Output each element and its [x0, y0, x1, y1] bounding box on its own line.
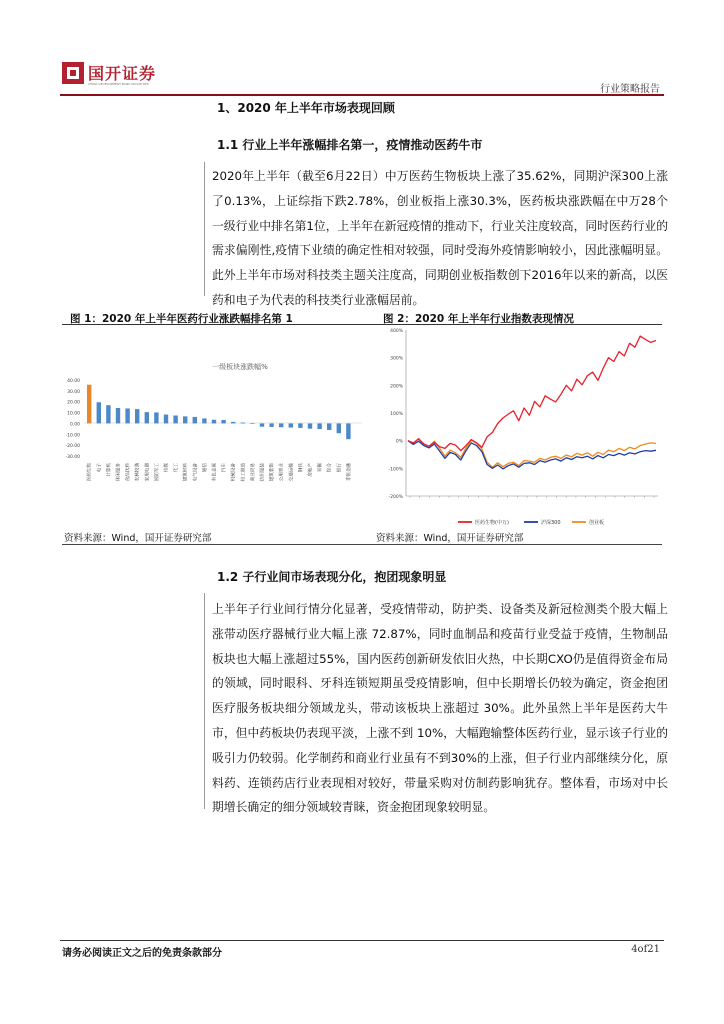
subsection-title-2: 1.2 子行业间市场表现分化，抱团现象明显	[217, 570, 447, 584]
line-series	[408, 441, 656, 469]
line-chart-y-tick: 400%	[390, 329, 403, 334]
bar-chart-x-label: 食品饮料	[126, 463, 132, 482]
paragraph-1: 2020年上半年（截至6月22日）中万医药生物板块上涨了35.62%，同期沪深300上涨了0.13%，上证综指下跌2.78%，创业板指上涨30.3%，医药板块涨跌幅在中万28个一级行业中排名第1位，上半年在新冠疫情的推动下，行业关注度较高，同时医药行业的需求偏刚性,疫情下业绩的确定性相对较强，同时受海外疫情影响较小，因此涨幅明显。此外上半年市场对科技类主题关注度高，同期创业板指数创下2016年以来的新高，以医药和电子为代表的科技类行业涨幅居前。	[212, 169, 668, 307]
bar-chart-y-tick: 20.00	[67, 400, 80, 406]
bar	[202, 418, 206, 423]
bar	[125, 408, 129, 423]
bar	[145, 412, 149, 423]
bar-chart-x-label: 钢铁	[298, 463, 304, 473]
bar-chart-x-label: 通信	[202, 463, 208, 473]
figure-2-caption: 图 2：2020 年上半年行业指数表现情况	[383, 313, 574, 325]
line-chart-y-tick: 300%	[390, 356, 403, 362]
bar-chart-y-tick: -20.00	[65, 444, 80, 450]
bar-chart-x-label: 综合	[327, 463, 333, 473]
bar	[231, 422, 235, 424]
bar	[346, 423, 350, 439]
logo-subtext: CHINA DEVELOPMENT BANK SECURITIES	[88, 82, 149, 86]
bar-chart-x-label: 建筑装饰	[270, 463, 276, 482]
bar-chart-x-label: 国防军工	[154, 463, 160, 482]
page-number: 4of21	[631, 944, 660, 955]
document-type: 行业策略报告	[600, 84, 660, 95]
section-title: 1、2020 年上半年市场表现回顾	[217, 101, 395, 115]
bar-chart-x-label: 交通运输	[289, 463, 295, 482]
bar	[106, 405, 110, 423]
bar-chart-x-label: 轻工制造	[241, 463, 247, 482]
line-series	[408, 336, 656, 451]
bar-chart-x-label: 银行	[337, 463, 343, 473]
line-chart	[376, 326, 666, 526]
figure-top-rule	[62, 324, 662, 325]
bar	[135, 409, 139, 423]
bar-chart-y-tick: -30.00	[65, 455, 80, 460]
logo-mark-icon	[62, 62, 84, 84]
bar-chart-x-label: 商业贸易	[250, 463, 256, 482]
paragraph-2: 上半年子行业间行情分化显著，受疫情带动，防护类、设备类及新冠检测类个股大幅上涨带动医疗器械行业大幅上涨 72.87%，同时血制品和疫苗行业受益于疫情，生物制品板块也大幅上涨超过55%，国内医药创新研发依旧火热，中长期CXO仍是值得资金布局的领域，同时眼科、牙科连锁短期虽受疫情影响，但中长期增长仍较为确定，资金抱团医疗服务板块细分领域龙头，带动该板块上涨超过 30%。此外虽然上半年是医药大牛市，但中药板块仍表现平淡，上涨不到 10%，大幅跑输整体医药行业，显示该子行业的吸引力仍较弱。化学制药和商业行业虽有不到30%的上涨，但子行业内部继续分化，原料药、连锁药店行业表现相对较好，带量采购对仿制药影响犹存。整体看，市场对中长期增长确定的细分领域较青睐，资金抱团现象较明显。	[212, 602, 668, 815]
header-divider	[60, 94, 664, 96]
bar	[173, 416, 177, 424]
bar-chart-title: 一级板块涨跌幅%	[212, 363, 268, 371]
logo-text: 国开证券	[88, 64, 157, 83]
bar	[260, 423, 264, 426]
bar-chart-x-label: 传媒	[164, 463, 170, 473]
legend-label: 沪深300	[541, 520, 561, 526]
bar-chart-y-tick: -10.00	[65, 433, 80, 439]
subsection-title-1: 1.1 行业上半年涨幅排名第一，疫情推动医药牛市	[217, 138, 483, 152]
bar	[317, 423, 321, 429]
bar	[193, 417, 197, 424]
figure-bottom-rule	[62, 544, 662, 545]
line-chart-y-tick: -100%	[388, 467, 403, 473]
bar-chart-y-tick: 10.00	[67, 411, 80, 417]
bar-chart-x-label: 休闲服务	[116, 463, 122, 482]
bar-chart-x-label: 计算机	[106, 463, 112, 477]
footer-divider	[60, 940, 664, 941]
bar-chart-x-label: 建筑材料	[183, 463, 189, 482]
bar-chart-x-label: 非银金融	[346, 463, 352, 482]
bar-chart-x-label: 医药生物	[87, 463, 93, 482]
bar-chart-y-tick: 30.00	[67, 389, 80, 395]
bar	[97, 402, 101, 423]
bar-chart-x-label: 房地产	[308, 463, 314, 477]
bar-chart-x-label: 采掘	[318, 463, 324, 473]
bar	[164, 415, 168, 424]
bar-chart-x-label: 有色金属	[212, 463, 218, 482]
figure-1-source: 资料来源：Wind，国开证券研究部	[64, 533, 212, 544]
line-chart-y-tick: -200%	[388, 495, 403, 500]
bar-chart	[62, 328, 370, 526]
bar-chart-x-label: 公用事业	[279, 463, 285, 482]
bar-chart-x-label: 机械设备	[231, 463, 237, 482]
line-chart-y-tick: 200%	[390, 384, 403, 390]
bar	[337, 423, 341, 433]
bar	[308, 423, 312, 428]
bar	[250, 423, 254, 424]
figure-1-caption: 图 1：2020 年上半年医药行业涨跌幅排名第 1	[70, 313, 293, 325]
bar	[212, 420, 216, 424]
bar-chart-y-tick: 40.00	[67, 379, 80, 384]
bar-chart-x-label: 化工	[174, 463, 180, 473]
figure-2-source: 资料来源：Wind，国开证券研究部	[376, 533, 524, 544]
line-chart-y-tick: 0%	[395, 439, 403, 445]
bar-chart-x-label: 电气设备	[193, 463, 199, 482]
bar	[154, 412, 158, 423]
bar	[87, 385, 91, 424]
line-chart-y-tick: 100%	[390, 412, 403, 417]
bar	[289, 423, 293, 427]
paragraph-margin-rule-2	[204, 593, 205, 809]
bar-chart-x-label: 电子	[97, 463, 103, 473]
bar-chart-x-label: 纺织服装	[260, 463, 266, 482]
bar-chart-x-label: 汽车	[222, 463, 228, 473]
bar-chart-x-label: 农林牧渔	[135, 463, 141, 482]
bar	[298, 423, 302, 427]
bar-chart-y-tick: 0.00	[69, 422, 80, 428]
bar	[269, 423, 273, 426]
bar	[241, 423, 245, 424]
bar	[221, 420, 225, 423]
bar	[116, 408, 120, 423]
bar-chart-x-label: 家用电器	[145, 463, 151, 482]
bar	[183, 416, 187, 423]
footer-disclaimer: 请务必阅读正文之后的免责条款部分	[62, 948, 222, 959]
legend-label: 创业板	[589, 520, 605, 526]
bar	[327, 423, 331, 430]
legend-label: 医药生物(中万)	[475, 520, 509, 526]
paragraph-margin-rule	[204, 162, 205, 296]
bar	[279, 423, 283, 427]
